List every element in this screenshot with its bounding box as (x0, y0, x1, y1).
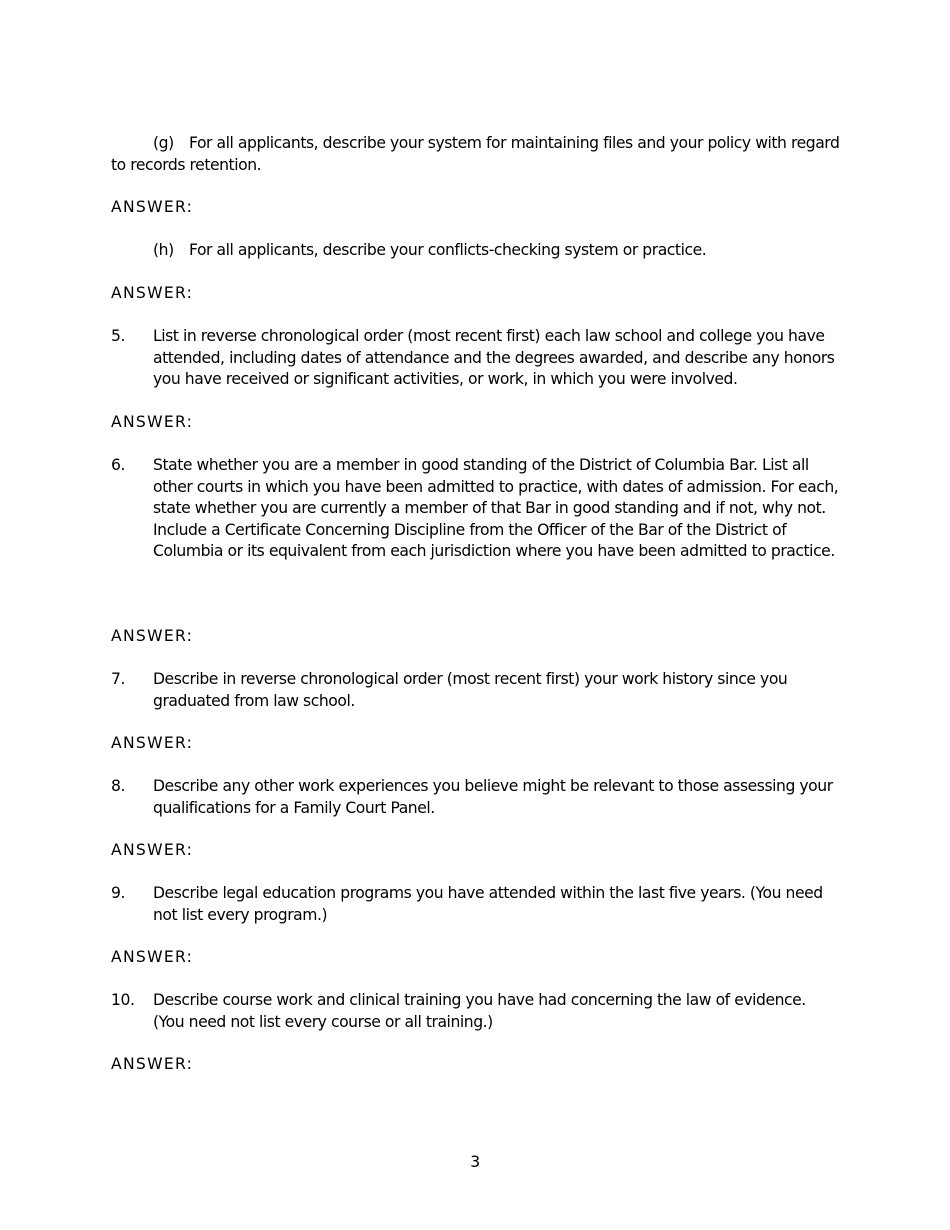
question-label: (g) (153, 134, 174, 152)
page-number: 3 (470, 1153, 480, 1171)
answer-label: ANSWER: (111, 841, 194, 859)
question-text: Describe any other work experiences you believe might be relevant to those assessing your qualifications for a Family Court Panel. (153, 777, 833, 817)
question-text: Describe course work and clinical training you have had concerning the law of evidence. (You need not list every course or all training.) (153, 991, 806, 1031)
question-9 (111, 883, 841, 926)
question-number: 8. (111, 777, 125, 795)
answer-label: ANSWER: (111, 1055, 194, 1073)
question-h (111, 240, 841, 262)
question-number: 5. (111, 327, 125, 345)
question-g (111, 133, 841, 176)
question-6 (111, 455, 841, 563)
question-5 (111, 326, 841, 391)
answer-label: ANSWER: (111, 734, 194, 752)
answer-label: ANSWER: (111, 198, 194, 216)
answer-label: ANSWER: (111, 627, 194, 645)
question-number: 10. (111, 991, 135, 1009)
answer-label: ANSWER: (111, 413, 194, 431)
answer-label: ANSWER: (111, 948, 194, 966)
answer-label: ANSWER: (111, 284, 194, 302)
question-text: For all applicants, describe your conflicts-checking system or practice. (189, 241, 707, 259)
question-number: 9. (111, 884, 125, 902)
question-7 (111, 669, 841, 712)
question-label: (h) (153, 241, 174, 259)
question-text: List in reverse chronological order (most recent first) each law school and college you have attended, including dates of attendance and the degrees awarded, and describe any honors you have received or significant activities, or work, in which you were involved. (153, 327, 835, 388)
question-number: 6. (111, 456, 125, 474)
question-text: State whether you are a member in good standing of the District of Columbia Bar. List all other courts in which you have been admitted to practice, with dates of admission. For each, state whether you are currently a member of that Bar in good standing and if not, why not. Include a Certificate Concerning Discipline from the Officer of the Bar of the District of Columbia or its equivalent from each jurisdiction where you have been admitted to practice. (153, 456, 839, 560)
question-text: For all applicants, describe your system for maintaining files and your policy with regard to records retention. (111, 134, 840, 174)
question-8 (111, 776, 841, 819)
question-number: 7. (111, 670, 125, 688)
question-10 (111, 990, 841, 1033)
question-text: Describe legal education programs you have attended within the last five years. (You need not list every program.) (153, 884, 823, 924)
question-text: Describe in reverse chronological order (most recent first) your work history since you graduated from law school. (153, 670, 788, 710)
